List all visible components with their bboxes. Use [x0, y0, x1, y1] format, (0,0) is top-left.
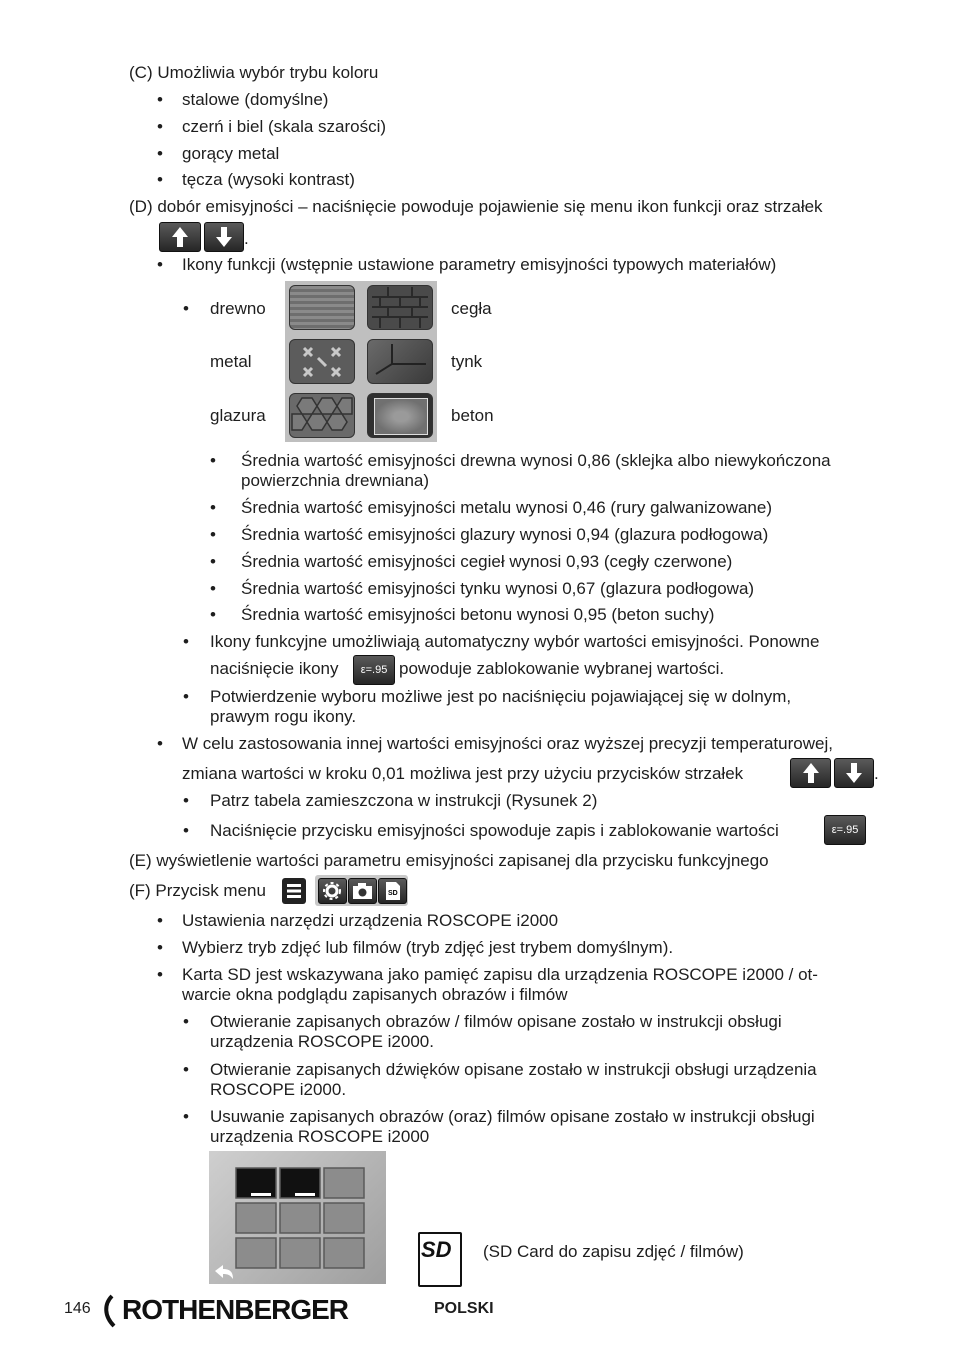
bullet: •: [157, 117, 163, 136]
back-arrow-icon: [211, 1261, 237, 1283]
list-item: Otwieranie zapisanych obrazów / filmów opisane zostało w instrukcji obsługi: [210, 1012, 782, 1031]
list-item-cont: naciśnięcie ikony: [210, 659, 339, 678]
list-item-cont: warcie okna podglądu zapisanych obrazów i filmów: [182, 985, 568, 1004]
list-item: Ustawienia narzędzi urządzenia ROSCOPE i2000: [182, 911, 559, 930]
bullet: •: [183, 632, 189, 651]
list-item: Otwieranie zapisanych dźwięków opisane zostało w instrukcji obsługi urządzenia: [210, 1060, 817, 1079]
list-item-cont: urządzenia ROSCOPE i2000.: [210, 1032, 434, 1051]
material-label-wood: drewno: [210, 299, 266, 318]
bullet: •: [157, 144, 163, 163]
list-item-cont: powoduje zablokowanie wybranej wartości.: [399, 659, 725, 678]
sd-card-large-icon: [418, 1232, 462, 1287]
list-item: Wybierz tryb zdjęć lub filmów (tryb zdjęć jest trybem domyślnym).: [182, 938, 674, 957]
list-item-cont: ROSCOPE i2000.: [210, 1080, 347, 1099]
section-d-heading: (D) dobór emisyjności – naciśnięcie powoduje pojawienie się menu ikon funkcji oraz strzałek: [129, 197, 823, 216]
list-item-cont: prawym rogu ikony.: [210, 707, 357, 726]
bullet: •: [183, 1060, 189, 1079]
list-item: Średnia wartość emisyjności cegieł wynosi 0,93 (cegły czerwone): [241, 552, 733, 571]
list-item: Średnia wartość emisyjności drewna wynosi 0,86 (sklejka albo niewykończona: [241, 451, 831, 470]
gallery-screenshot: [209, 1151, 386, 1284]
list-item: tęcza (wysoki kontrast): [182, 170, 355, 189]
bullet: •: [183, 791, 189, 810]
language-label: POLSKI: [434, 1300, 494, 1317]
list-item: Potwierdzenie wyboru możliwe jest po naciśnięciu pojawiającej się w dolnym,: [210, 687, 792, 706]
punctuation: .: [874, 764, 879, 783]
list-item: czerń i biel (skala szarości): [182, 117, 387, 136]
sd-card-label: SD: [421, 1237, 452, 1262]
material-label-plaster: tynk: [451, 352, 483, 371]
list-item-cont: urządzenia ROSCOPE i2000: [210, 1127, 430, 1146]
material-label-glaze: glazura: [210, 406, 266, 425]
list-item: Średnia wartość emisyjności tynku wynosi 0,67 (glazura podłogowa): [241, 579, 755, 598]
list-item: stalowe (domyślne): [182, 90, 329, 109]
sd-card-icon: [378, 878, 407, 904]
brick-icon: [367, 285, 433, 330]
bullet: •: [210, 579, 216, 598]
list-item: Usuwanie zapisanych obrazów (oraz) filmów opisane zostało w instrukcji obsługi: [210, 1107, 815, 1126]
material-label-metal: metal: [210, 352, 252, 371]
svg-text:SD: SD: [388, 890, 398, 897]
bullet: •: [183, 1012, 189, 1031]
concrete-icon: [367, 393, 433, 438]
bullet: •: [157, 734, 163, 753]
list-item: Ikony funkcji (wstępnie ustawione parametry emisyjności typowych materiałów): [182, 255, 777, 274]
list-item: W celu zastosowania innej wartości emisyjności oraz wyższej precyzji temperaturowej,: [182, 734, 833, 753]
bullet: •: [183, 299, 189, 318]
arrow-up-icon: [159, 222, 201, 252]
arrow-down-icon: [834, 758, 874, 788]
plaster-icon: [367, 339, 433, 384]
wood-icon: [289, 285, 355, 330]
material-label-brick: cegła: [451, 299, 492, 318]
bullet: •: [157, 911, 163, 930]
bullet: •: [183, 821, 189, 840]
list-item: Naciśnięcie przycisku emisyjności spowoduje zapis i zablokowanie wartości: [210, 821, 779, 840]
page-number: 146: [64, 1300, 91, 1317]
emissivity-lock-icon: ε=.95: [353, 655, 395, 685]
material-label-concrete: beton: [451, 406, 494, 425]
metal-icon: [289, 339, 355, 384]
punctuation: .: [244, 229, 249, 248]
bullet: •: [157, 938, 163, 957]
list-item: gorący metal: [182, 144, 280, 163]
list-item: Ikony funkcyjne umożliwiają automatyczny wybór wartości emisyjności. Ponowne: [210, 632, 820, 651]
bullet: •: [210, 498, 216, 517]
bullet: •: [157, 965, 163, 984]
emissivity-button-icon: ε=.95: [824, 815, 866, 845]
arrow-down-icon: [204, 222, 244, 252]
brand-name: ROTHENBERGER: [122, 1294, 349, 1325]
list-item-cont: zmiana wartości w kroku 0,01 możliwa jest przy użyciu przycisków strzałek: [182, 764, 744, 783]
arrow-up-icon: [790, 758, 831, 788]
brand-logo: [104, 1294, 349, 1326]
bullet: •: [210, 552, 216, 571]
menu-toolbar: [315, 875, 408, 906]
list-item: Średnia wartość emisyjności metalu wynosi 0,46 (rury galwanizowane): [241, 498, 773, 517]
bullet: •: [183, 687, 189, 706]
bullet: •: [157, 255, 163, 274]
bullet: •: [157, 90, 163, 109]
bullet: •: [157, 170, 163, 189]
bullet: •: [210, 451, 216, 470]
glaze-icon: [289, 393, 355, 438]
material-icons-panel: [285, 281, 437, 442]
list-item: Patrz tabela zamieszczona w instrukcji (Rysunek 2): [210, 791, 598, 810]
section-e-heading: (E) wyświetlenie wartości parametru emisyjności zapisanej dla przycisku funkcyjnego: [129, 851, 769, 870]
camera-icon: [348, 878, 377, 904]
sd-card-caption: (SD Card do zapisu zdjęć / filmów): [483, 1242, 744, 1261]
list-item: Karta SD jest wskazywana jako pamięć zapisu dla urządzenia ROSCOPE i2000 / ot-: [182, 965, 818, 984]
section-f-heading: (F) Przycisk menu: [129, 881, 266, 900]
list-item-cont: powierzchnia drewniana): [241, 471, 430, 490]
menu-icon: [282, 878, 306, 904]
list-item: Średnia wartość emisyjności betonu wynosi 0,95 (beton suchy): [241, 605, 715, 624]
bullet: •: [210, 525, 216, 544]
bullet: •: [210, 605, 216, 624]
bullet: •: [183, 1107, 189, 1126]
list-item: Średnia wartość emisyjności glazury wynosi 0,94 (glazura podłogowa): [241, 525, 769, 544]
section-c-heading: (C) Umożliwia wybór trybu koloru: [129, 63, 379, 82]
gear-icon: [318, 878, 347, 904]
